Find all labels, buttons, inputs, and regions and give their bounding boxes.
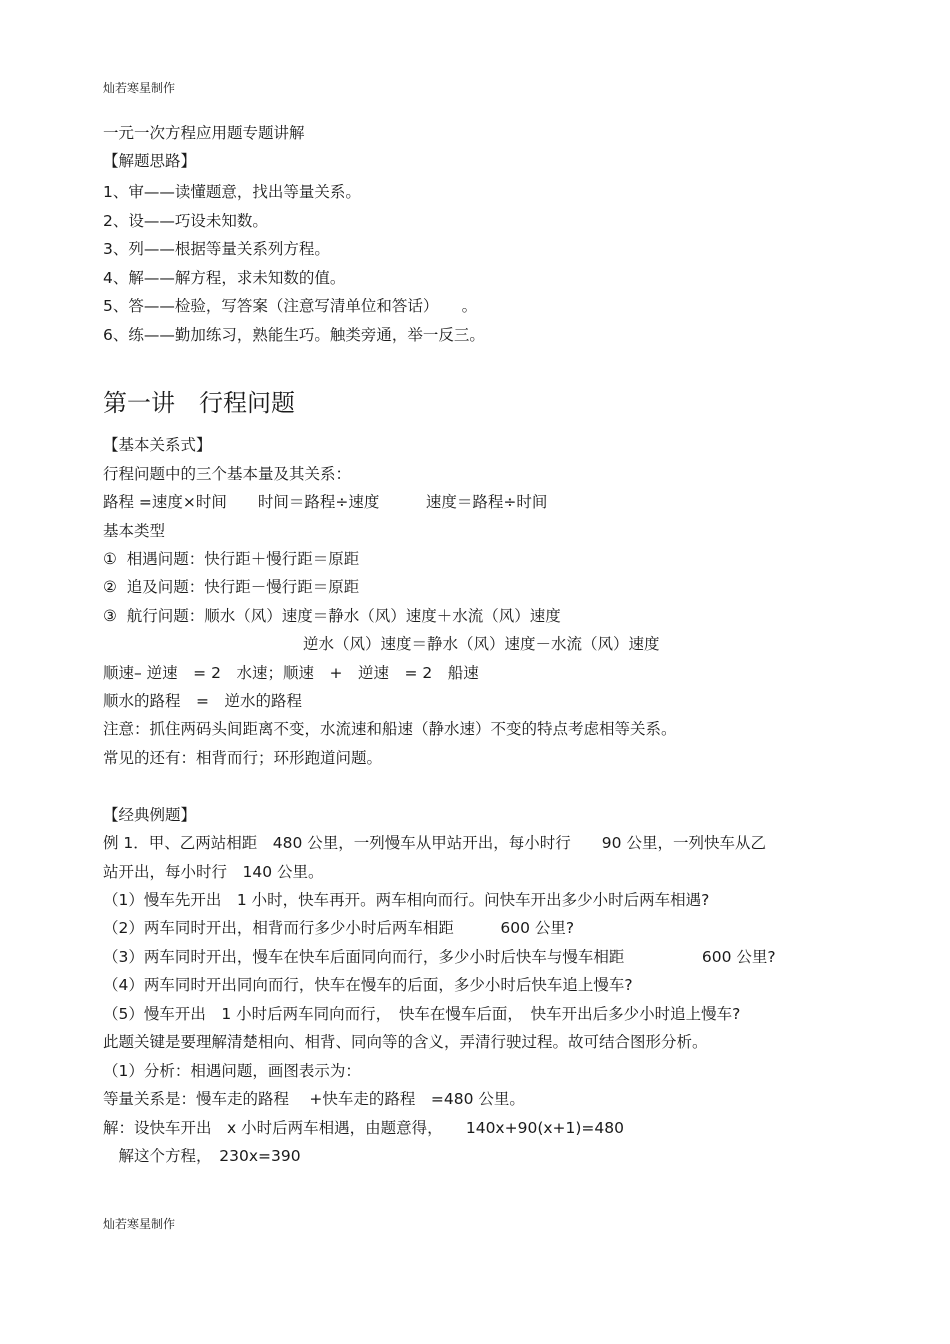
question-item: （3）两车同时开出，慢车在快车后面同向而行，多少小时后快车与慢车相距 600 公里? — [103, 948, 776, 966]
step-item: 2、设——巧设未知数。 — [103, 212, 268, 230]
common-types-line: 常见的还有：相背而行；环形跑道问题。 — [103, 749, 383, 767]
analysis-line: （1）分析：相遇问题，画图表示为： — [103, 1062, 361, 1080]
path-relation-line: 顺水的路程 = 逆水的路程 — [103, 692, 302, 710]
question-item: （1）慢车先开出 1 小时，快车再开。两车相向而行。问快车开出多少小时后两车相遇? — [103, 891, 710, 909]
type-item: ① 相遇问题：快行距＋慢行距＝原距 — [103, 550, 360, 568]
section-label-examples: 【经典例题】 — [103, 806, 197, 824]
equal-relation-line: 等量关系是：慢车走的路程 +快车走的路程 =480 公里。 — [103, 1090, 525, 1108]
step-item: 5、答——检验，写答案（注意写清单位和答话） 。 — [103, 297, 478, 315]
speed-relation-line: 顺速– 逆速 = 2 水速；顺速 + 逆速 = 2 船速 — [103, 664, 479, 682]
solve-step-line: 解这个方程， 230x=390 — [103, 1147, 301, 1165]
solution-line: 解：设快车开出 x 小时后两车相遇，由题意得， 140x+90(x+1)=480 — [103, 1119, 625, 1137]
key-note-line: 此题关键是要理解清楚相向、相背、同向等的含义，弄清行驶过程。故可结合图形分析。 — [103, 1033, 708, 1051]
types-title: 基本类型 — [103, 522, 166, 540]
question-item: （5）慢车开出 1 小时后两车同向而行， 快车在慢车后面， 快车开出后多少小时追上慢车? — [103, 1005, 741, 1023]
step-item: 6、练——勤加练习，熟能生巧。触类旁通，举一反三。 — [103, 326, 485, 344]
step-item: 3、列——根据等量关系列方程。 — [103, 240, 330, 258]
footer-watermark: 灿若寒星制作 — [103, 1217, 176, 1231]
header-watermark: 灿若寒星制作 — [103, 81, 176, 95]
type-item: ② 追及问题：快行距－慢行距＝原距 — [103, 578, 360, 596]
document-title: 一元一次方程应用题专题讲解 — [103, 124, 305, 142]
note-line: 注意：抓住两码头间距离不变，水流速和船速（静水速）不变的特点考虑相等关系。 — [103, 720, 677, 738]
step-item: 1、审——读懂题意，找出等量关系。 — [103, 183, 361, 201]
type-item-continuation: 逆水（风）速度＝静水（风）速度－水流（风）速度 — [303, 635, 660, 653]
step-item: 4、解——解方程，求未知数的值。 — [103, 269, 346, 287]
type-item: ③ 航行问题：顺水（风）速度＝静水（风）速度＋水流（风）速度 — [103, 607, 561, 625]
formula-line: 路程 =速度×时间 时间＝路程÷速度 速度＝路程÷时间 — [103, 493, 548, 511]
relations-intro: 行程问题中的三个基本量及其关系： — [103, 465, 352, 483]
lecture-heading: 第一讲 行程问题 — [103, 389, 295, 417]
example-1-line-1: 例 1．甲、乙两站相距 480 公里，一列慢车从甲站开出，每小时行 90 公里，一列快车从乙 — [103, 834, 766, 852]
section-label-relations: 【基本关系式】 — [103, 436, 212, 454]
question-item: （2）两车同时开出，相背而行多少小时后两车相距 600 公里? — [103, 919, 575, 937]
example-1-line-2: 站开出，每小时行 140 公里。 — [103, 863, 324, 881]
section-label-approach: 【解题思路】 — [103, 152, 197, 170]
question-item: （4）两车同时开出同向而行，快车在慢车的后面，多少小时后快车追上慢车? — [103, 976, 633, 994]
